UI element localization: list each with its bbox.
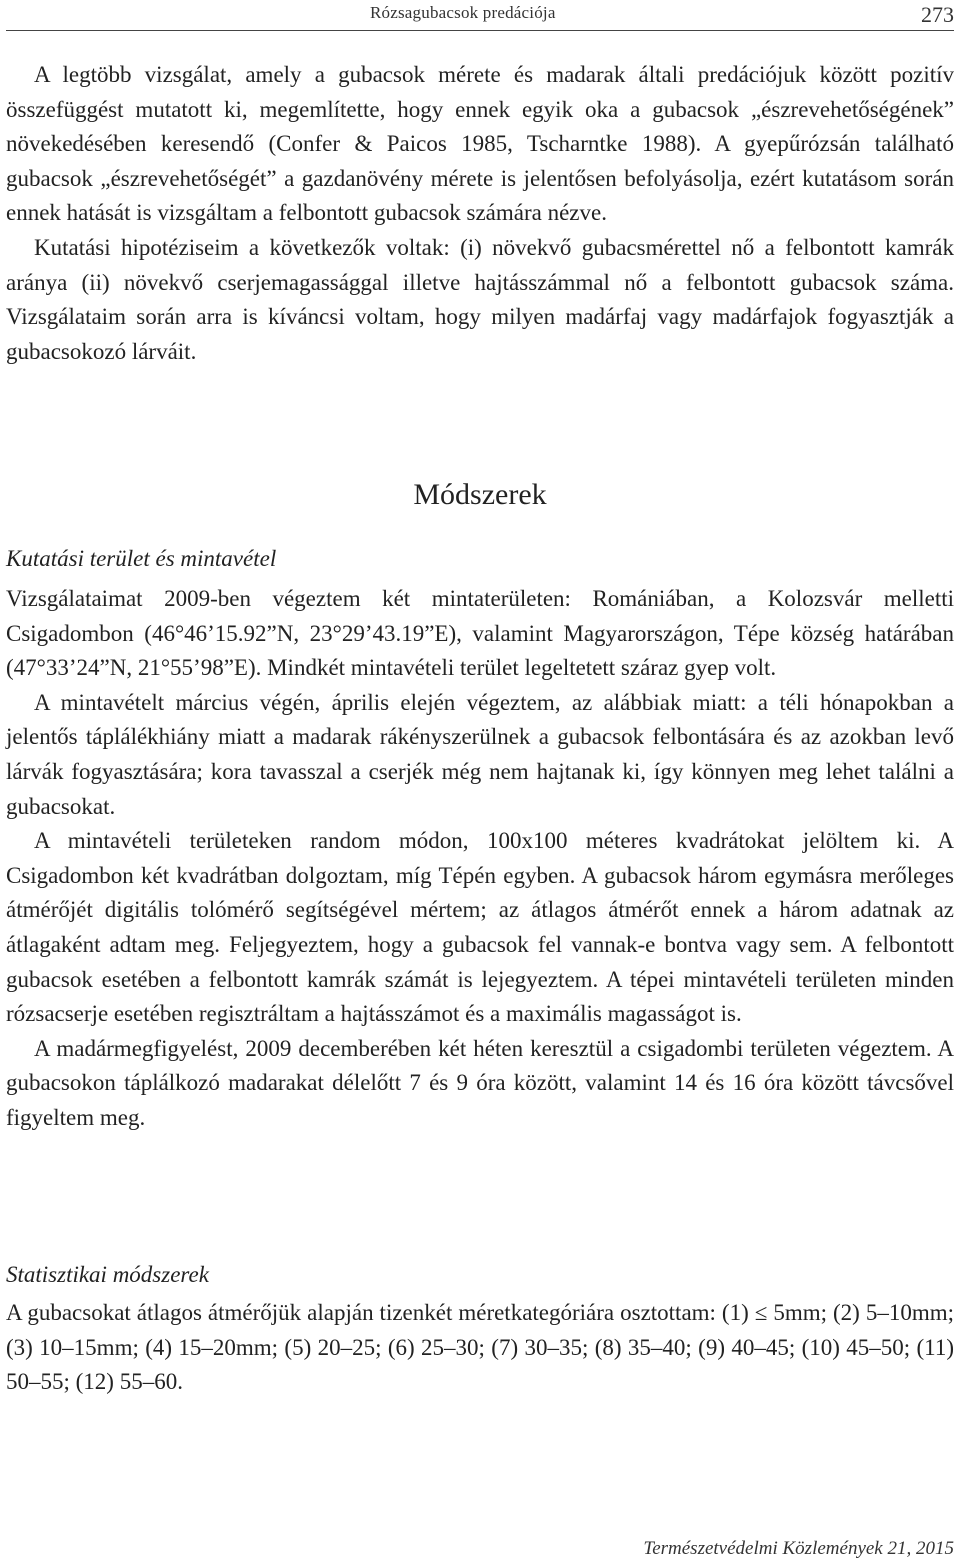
study-area-paragraph-2: A mintavételt március végén, április elején végeztem, az alábbiak miatt: a téli hónapokban a jelentős táplálékhiány miatt a madarak rákényszerülnek a gubacsok felbontására és az azokban levő lárvák fogyasztására; kora tavasszal a cserjék még nem hajtanak ki, így könnyen meg lehet találni a gubacsokat. xyxy=(6,689,954,819)
intro-paragraph-1: A legtöbb vizsgálat, amely a gubacsok mérete és madarak általi predációjuk között pozitív összefüggést mutatott ki, megemlítette, hogy ennek egyik oka a gubacsok „észrevehetőségének” növekedésében keresendő (Confer & Paicos 1985, Tscharntke 1988). A gyepűrózsán található gubacsok „észrevehetőségét” a gazdanövény mérete is jelentősen befolyásolja, ezért kutatásom során ennek hatását is vizsgáltam a felbontott gubacsok számára nézve. xyxy=(6,62,954,226)
subheading-study-area: Kutatási terület és mintavétel xyxy=(6,546,277,571)
running-title: Rózsagubacsok predációja xyxy=(370,3,556,22)
study-area-paragraph-1: Vizsgálataimat 2009-ben végeztem két mintaterületen: Romániában, a Kolozsvár melletti Csigadombon (46°46’15.92”N, 23°29’43.19”E), valamint Magyarországon, Tépe község határában (47°33’24”N, 21°55’98”E). Mindkét mintavételi terület legeltetett száraz gyep volt. xyxy=(6,586,954,681)
intro-section xyxy=(6,58,954,369)
study-area-paragraph-3: A mintavételi területeken random módon, 100x100 méteres kvadrátokat jelöltem ki. A Csigadombon két kvadrátban dolgoztam, míg Tépén egyben. A gubacsok három egymásra merőleges átmérőjét digitális tolómérő segítségével mértem; az átlagos átmérőt ennek a három adatnak az átlagaként adtam meg. Feljegyeztem, hogy a gubacsok fel vannak-e bontva vagy sem. A felbontott gubacsok esetében a felbontott kamrák számát is lejegyeztem. A tépei mintavételi területen minden rózsacserje esetében regisztráltam a hajtásszámot és a maximális magasságot is. xyxy=(6,828,954,1027)
section-heading-methods: Módszerek xyxy=(413,478,547,511)
study-area-section xyxy=(6,582,954,1136)
intro-paragraph-2: Kutatási hipotéziseim a következők voltak: (i) növekvő gubacsmérettel nő a felbontott kamrák aránya (ii) növekvő cserjemagassággal illetve hajtásszámmal nő a felbontott gubacsok száma. Vizsgálataim során arra is kíváncsi voltam, hogy milyen madárfaj vagy madárfajok fogyasztják a gubacsokozó lárváit. xyxy=(6,234,954,364)
page-number: 273 xyxy=(921,2,954,27)
journal-footer: Természetvédelmi Közlemények 21, 2015 xyxy=(643,1538,954,1559)
study-area-paragraph-4: A madármegfigyelést, 2009 decemberében két héten keresztül a csigadombi területen végeztem. A gubacsokon táplálkozó madarakat délelőtt 7 és 9 óra között, valamint 14 és 16 óra között távcsővel figyeltem meg. xyxy=(6,1035,954,1130)
statistics-section xyxy=(6,1296,954,1400)
statistics-paragraph: A gubacsokat átlagos átmérőjük alapján tizenkét méretkategóriára osztottam: (1) ≤ 5mm; (2) 5–10mm; (3) 10–15mm; (4) 15–20mm; (5) 20–25; (6) 25–30; (7) 30–35; (8) 35–40; (9) 40–45; (10) 45–50; (11) 50–55; (12) 55–60. xyxy=(6,1300,954,1395)
subheading-statistics: Statisztikai módszerek xyxy=(6,1262,209,1287)
running-header xyxy=(6,0,954,31)
